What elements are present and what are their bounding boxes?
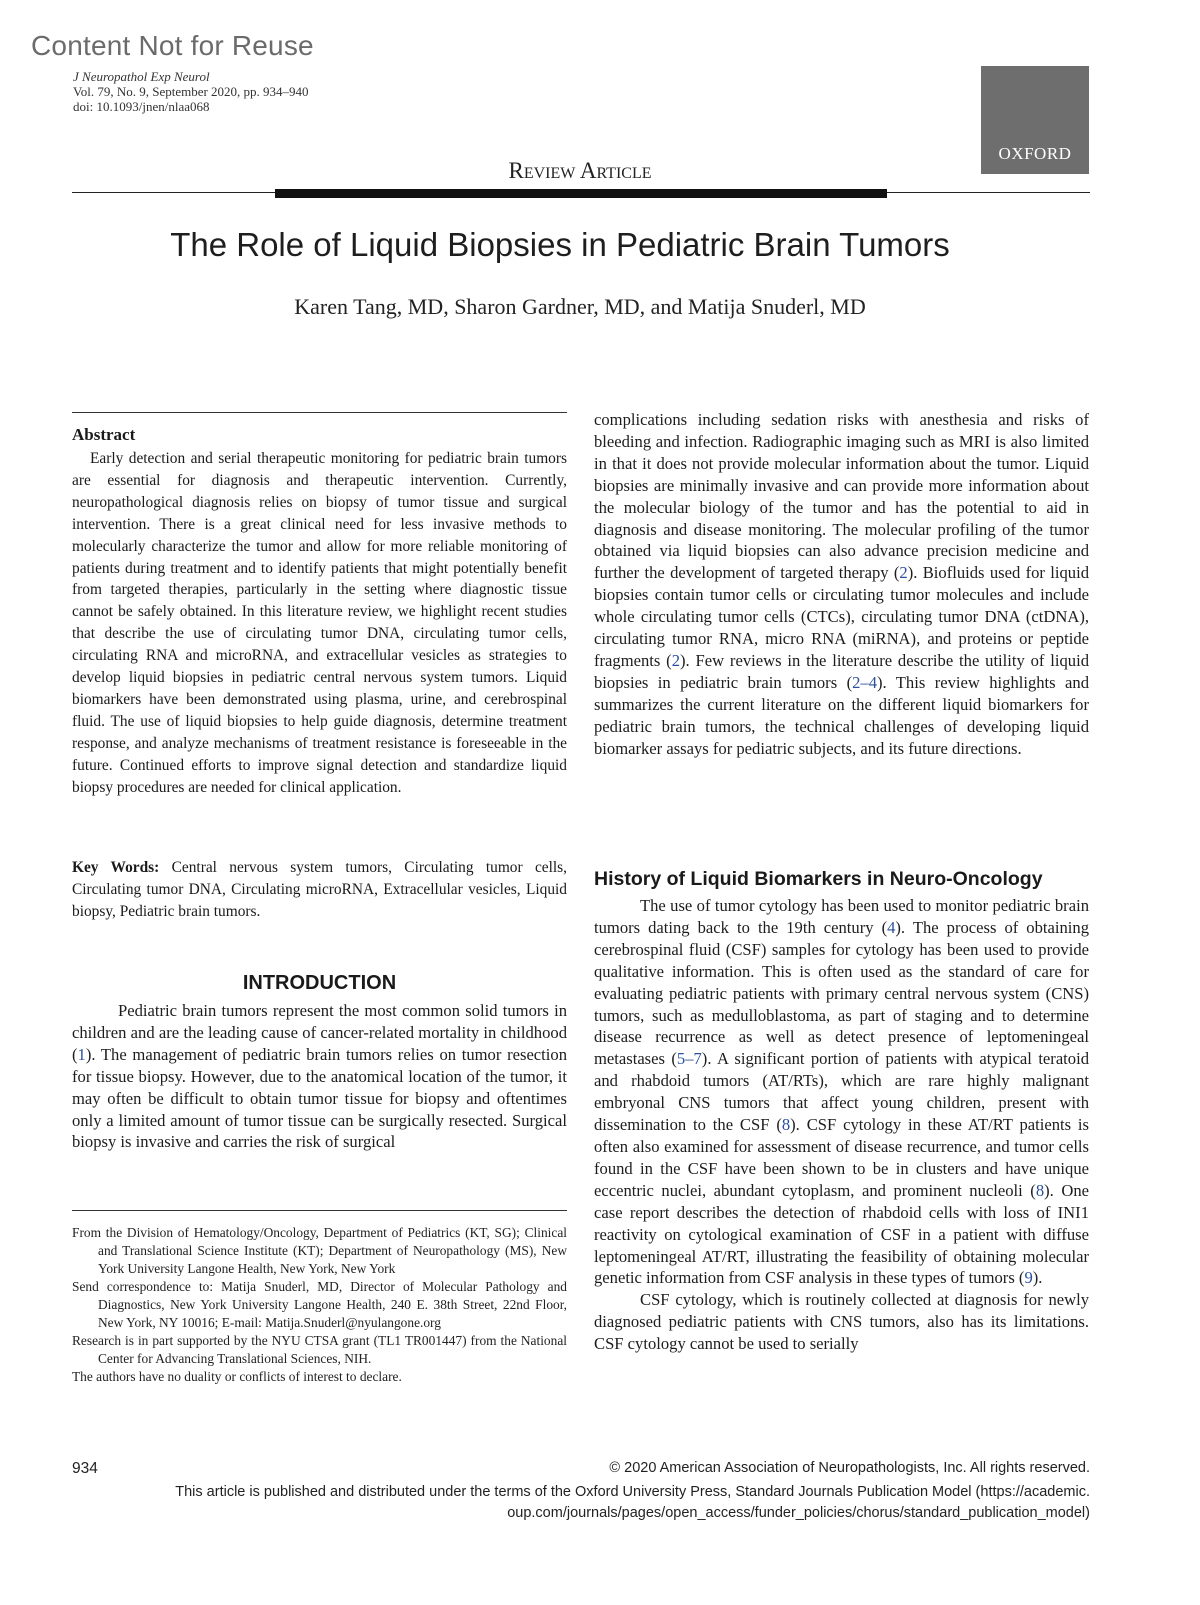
footnote-affiliation: From the Division of Hematology/Oncology, Department of Pediatrics (KT, SG); Clinical and Translational Science Institute (KT); Department of Neuropathology (MS), New York University Langone Health, New York, New York bbox=[72, 1225, 567, 1276]
body-text: ). Biofluids used for liquid biopsies contain tumor cells or circulating tumor molecules and include whole circulating tumor cells (CTCs), circulating tumor DNA (ctDNA), circulating tumor RNA, micro RNA (miRNA), and proteins or peptide fragments ( bbox=[594, 563, 1089, 670]
intro-text: ). The management of pediatric brain tumors relies on tumor resection for tissue biopsy. However, due to the anatomical location of the tumor, it may often be difficult to obtain tumor tissue for biopsy and oftentimes only a limited amount of tumor tissue can be surgically resected. Surgical biopsy is invasive and carries the risk of surgical bbox=[72, 1044, 567, 1152]
abstract-paragraph: Early detection and serial therapeutic monitoring for pediatric brain tumors are essential for diagnosis and therapeutic intervention. Currently, neuropathological diagnosis relies on biopsy of tumor tissue and surgical intervention. There is a great clinical need for less invasive methods to molecularly characterize the tumor and allow for more reliable monitoring of patients during treatment and to identify patients that might potentially benefit from targeted therapies, particularly in the setting where diagnostic tissue cannot be safely obtained. In this literature review, we highlight recent studies that describe the use of circulating tumor DNA, circulating tumor cells, circulating RNA and microRNA, and extracellular vesicles as strategies to develop liquid biopsies in pediatric central nervous system tumors. Liquid biomarkers have been demonstrated using plasma, urine, and cerebrospinal fluid. The use of liquid biopsies to help guide diagnosis, determine treatment response, and analyze mechanisms of treatment resistance is foreseeable in the future. Continued efforts to improve signal detection and standardize liquid biopsy procedures are needed for clinical application. bbox=[72, 450, 567, 796]
abstract-rule bbox=[72, 412, 567, 413]
license-line: oup.com/journals/pages/open_access/funder_policies/chorus/standard_publication_model) bbox=[507, 1505, 1090, 1521]
citation-link[interactable]: 8 bbox=[781, 1115, 791, 1135]
body-text: ). A significant portion of patients with atypical teratoid and rhabdoid tumors (AT/RTs), which are rare highly malignant embryonal CNS tumors that affect young children, present with dissemination to the CSF ( bbox=[594, 1049, 1089, 1135]
body-text: ). CSF cytology in these AT/RT patients is often also examined for assessment of disease recurrence, and tumor cells found in the CSF have been shown to be in clusters and have unique eccentric nuclei, abundant cytoplasm, and prominent nucleoli ( bbox=[594, 1115, 1090, 1200]
footnote-funding: Research is in part supported by the NYU CTSA grant (TL1 TR001447) from the National Center for Advancing Translational Sciences, NIH. bbox=[72, 1333, 567, 1366]
introduction-body bbox=[72, 1000, 567, 1153]
citation-link[interactable]: 9 bbox=[1024, 1268, 1033, 1288]
article-type-label: Review Article bbox=[508, 158, 652, 183]
citation-link[interactable]: 5–7 bbox=[676, 1049, 702, 1069]
footnote-conflict: The authors have no duality or conflicts of interest to declare. bbox=[72, 1369, 402, 1384]
journal-info bbox=[73, 69, 309, 114]
introduction-heading: INTRODUCTION bbox=[242, 972, 397, 994]
keywords-label: Key Words: bbox=[72, 859, 160, 876]
watermark: Content Not for Reuse bbox=[31, 30, 314, 61]
journal-volume: Vol. 79, No. 9, September 2020, pp. 934–940 bbox=[73, 84, 309, 99]
right-column-intro-continued bbox=[594, 409, 1089, 760]
journal-name: J Neuropathol Exp Neurol bbox=[73, 69, 210, 84]
citation-link[interactable]: 2–4 bbox=[852, 672, 877, 692]
oxford-logo-text: OXFORD bbox=[998, 144, 1072, 163]
abstract-text bbox=[72, 448, 567, 799]
citation-link[interactable]: 8 bbox=[1035, 1180, 1045, 1200]
article-type bbox=[0, 158, 1160, 184]
abstract-heading: Abstract bbox=[72, 425, 136, 444]
page-number: 934 bbox=[72, 1460, 98, 1477]
intro-text: Pediatric brain tumors represent the most common solid tumors in children and are the leading cause of cancer-related mortality in childhood ( bbox=[72, 1001, 567, 1064]
copyright: © 2020 American Association of Neuropathologists, Inc. All rights reserved. bbox=[609, 1460, 1090, 1476]
body-text: ). The process of obtaining cerebrospinal fluid (CSF) samples for cytology has been used to provide qualitative information. This is often used as the standard of care for evaluating pediatric patients with primary central nervous system (CNS) tumors, such as medulloblastoma, as part of staging and to determine disease recurrence as well as detect presence of leptomeningeal metastases ( bbox=[594, 917, 1089, 1069]
history-paragraph-2: CSF cytology, which is routinely collected at diagnosis for newly diagnosed pediatric patients with CNS tumors, also has its limitations. CSF cytology cannot be used to serially bbox=[594, 1290, 1089, 1354]
footnotes bbox=[72, 1224, 567, 1386]
author-list: Karen Tang, MD, Sharon Gardner, MD, and Matija Snuderl, MD bbox=[294, 294, 866, 319]
citation-link[interactable]: 4 bbox=[887, 917, 896, 937]
keywords-text: Central nervous system tumors, Circulating tumor cells, Circulating tumor DNA, Circulating microRNA, Extracellular vesicles, Liquid biopsy, Pediatric brain tumors. bbox=[72, 859, 568, 920]
keywords bbox=[72, 857, 567, 923]
citation-link[interactable]: 2 bbox=[671, 650, 681, 670]
journal-doi: doi: 10.1093/jnen/nlaa068 bbox=[73, 99, 210, 114]
citation-link[interactable]: 2 bbox=[899, 563, 908, 583]
body-text: The use of tumor cytology has been used to monitor pediatric brain tumors dating back to the 19th century ( bbox=[594, 896, 1089, 937]
license-line: This article is published and distributed under the terms of the Oxford University Press, Standard Journals Publication Model (https://academic. bbox=[175, 1484, 1090, 1500]
body-text: ). Few reviews in the literature describe the utility of liquid biopsies in pediatric brain tumors ( bbox=[594, 650, 1089, 692]
body-text: ). bbox=[1032, 1268, 1043, 1288]
citation-link[interactable]: 1 bbox=[77, 1044, 86, 1064]
body-text: ). One case report describes the detection of rhabdoid cells with loss of INI1 reactivity on cytological examination of CSF in a patient with diffuse leptomeningeal AT/RT, illustrating the feasibility of obtaining molecular genetic information from CSF analysis in these types of tumors ( bbox=[594, 1180, 1089, 1288]
header-rule-bold bbox=[275, 189, 887, 198]
license-notice bbox=[80, 1482, 1090, 1524]
history-heading: History of Liquid Biomarkers in Neuro-Oncology bbox=[594, 868, 1043, 890]
footnote-rule bbox=[72, 1210, 567, 1211]
body-text: complications including sedation risks with anesthesia and risks of bleeding and infection. Radiographic imaging such as MRI is also limited in that it does not provide molecular information about the tumor. Liquid biopsies are minimally invasive and can provide more information about the molecular biology of the tumor and has the potential to aid in diagnosis and disease monitoring. The molecular profiling of the tumor obtained via liquid biopsies can also advance precision medicine and further the development of targeted therapy ( bbox=[594, 410, 1089, 583]
footnote-correspondence: Send correspondence to: Matija Snuderl, MD, Director of Molecular Pathology and Diagnostics, New York University Langone Health, 240 E. 38th Street, 22nd Floor, New York, NY 10016; E-mail: Matija.Snuderl@nyulangone.org bbox=[72, 1279, 567, 1330]
history-body bbox=[594, 895, 1089, 1355]
body-text: ). This review highlights and summarizes the current literature on the different liquid biomarkers for pediatric brain tumors, the technical challenges of developing liquid biomarker assays for pediatric subjects, and its future directions. bbox=[594, 672, 1089, 758]
article-title: The Role of Liquid Biopsies in Pediatric Brain Tumors bbox=[170, 226, 950, 263]
